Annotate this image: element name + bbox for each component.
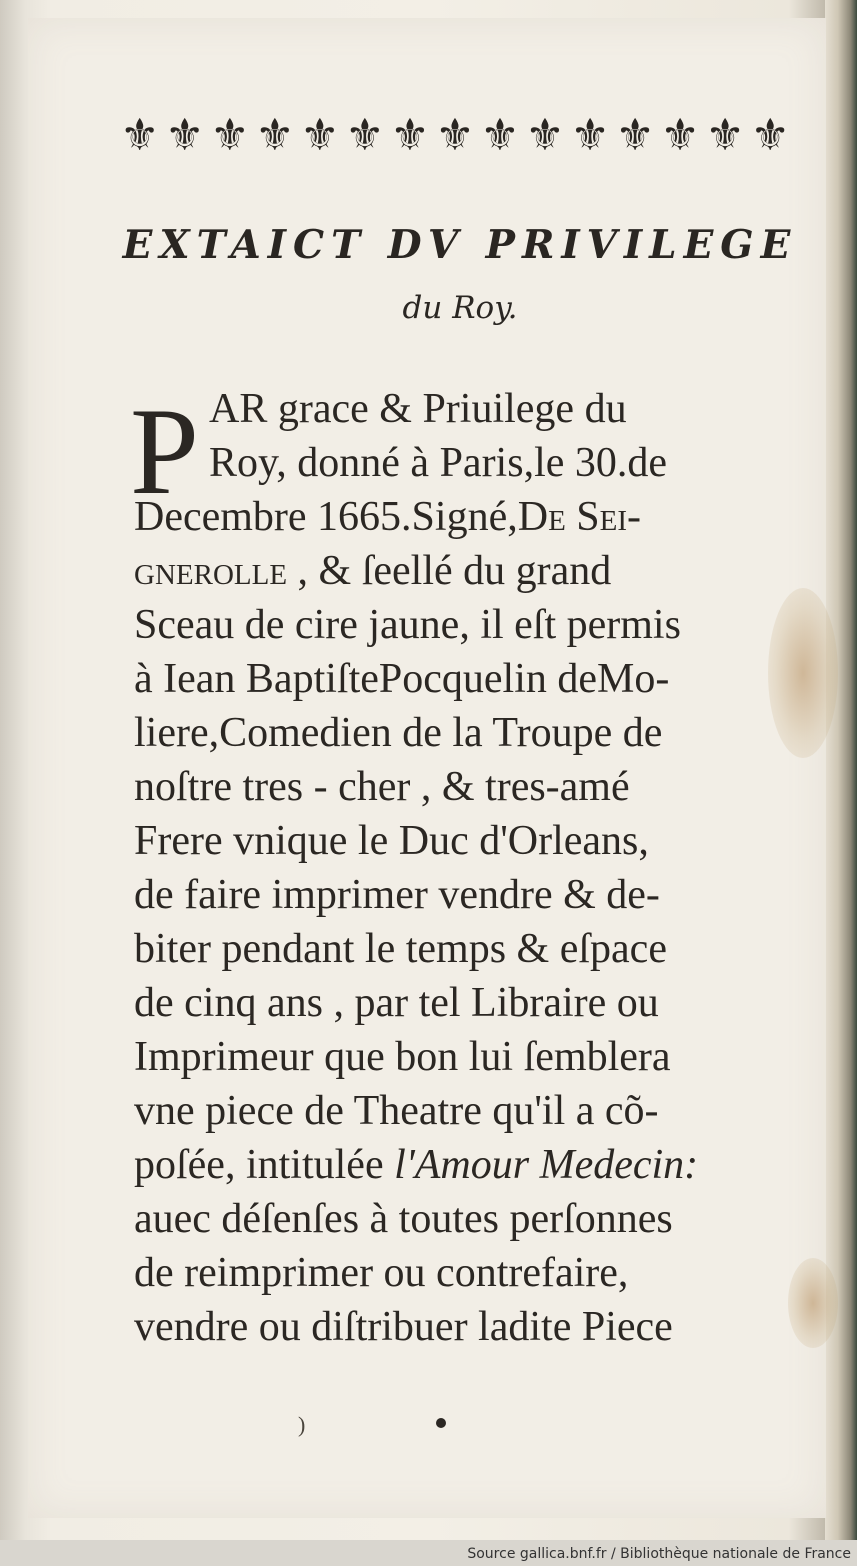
fleur-de-lis-icon: ⚜: [210, 110, 250, 161]
text-fragment: Imprimeur que bon lui ſemblera: [134, 1034, 671, 1080]
text-fragment: R: [239, 386, 268, 432]
text-line: [134, 1030, 824, 1084]
fleur-de-lis-icon: ⚜: [120, 110, 160, 161]
fleur-de-lis-icon: ⚜: [345, 110, 385, 161]
fleur-de-lis-icon: ⚜: [480, 110, 520, 161]
text-fragment: , & ſeellé du grand: [287, 548, 612, 594]
fleur-de-lis-icon: ⚜: [390, 110, 430, 161]
text-line: [134, 1246, 824, 1300]
text-line: [134, 382, 824, 436]
text-line: [134, 760, 824, 814]
text-fragment: l'Amour Medecin:: [394, 1142, 699, 1188]
text-line: [134, 436, 824, 490]
text-lines: [134, 382, 824, 1354]
text-fragment: De Sei-: [517, 494, 641, 540]
fleur-de-lis-icon: ⚜: [300, 110, 340, 161]
fleur-de-lis-icon: ⚜: [570, 110, 610, 161]
text-fragment: poſée, intitulée: [134, 1142, 395, 1188]
text-fragment: biter pendant le temps & eſpace: [134, 926, 667, 972]
privilege-text: [130, 382, 824, 1354]
text-fragment: auec déſenſes à toutes perſonnes: [134, 1196, 673, 1242]
text-line: [134, 706, 824, 760]
text-fragment: Sceau de cire jaune, il eſt permis: [134, 602, 681, 648]
fleur-de-lis-ornament-band: [120, 100, 790, 172]
text-fragment: grace & Priuilege du: [267, 386, 627, 432]
source-credit: Source gallica.bnf.fr / Bibliothèque nationale de France: [467, 1546, 851, 1562]
text-line: [134, 1084, 824, 1138]
drop-cap: P: [130, 383, 199, 520]
text-fragment: vne piece de Theatre qu'il a cõ-: [134, 1088, 659, 1134]
text-line: [134, 868, 824, 922]
fleur-de-lis-icon: ⚜: [255, 110, 295, 161]
fleur-de-lis-icon: ⚜: [525, 110, 565, 161]
fleur-de-lis-icon: ⚜: [615, 110, 655, 161]
fleur-de-lis-icon: ⚜: [435, 110, 475, 161]
text-fragment: gnerolle: [134, 548, 288, 594]
page-title: EXTAICT DV PRIVILEGE: [122, 222, 798, 268]
text-line: [134, 1192, 824, 1246]
text-fragment: de cinq ans , par tel Libraire ou: [134, 980, 659, 1026]
text-line: [134, 652, 824, 706]
page-subtitle: du Roy.: [402, 290, 518, 326]
text-fragment: A: [209, 386, 240, 432]
fleur-de-lis-icon: ⚜: [750, 110, 790, 161]
text-fragment: liere,Comedien de la Troupe de: [134, 710, 663, 756]
signature-dot: [436, 1418, 446, 1428]
text-fragment: à Iean BaptiſtePocquelin deMo-: [134, 656, 670, 702]
text-fragment: Decembre 1665.Signé,: [134, 494, 518, 540]
text-line: [134, 922, 824, 976]
text-line: [134, 598, 824, 652]
fleur-de-lis-icon: ⚜: [660, 110, 700, 161]
fleur-de-lis-icon: ⚜: [165, 110, 205, 161]
text-line: [134, 976, 824, 1030]
fleur-de-lis-icon: ⚜: [705, 110, 745, 161]
text-fragment: Frere vnique le Duc d'Orleans,: [134, 818, 649, 864]
text-line: [134, 490, 824, 544]
text-fragment: vendre ou diſtribuer ladite Piece: [134, 1304, 673, 1350]
text-line: [134, 544, 824, 598]
printer-mark: ): [298, 1412, 306, 1437]
text-line: [134, 814, 824, 868]
text-fragment: Roy, donné à Paris,le 30.de: [209, 440, 668, 486]
text-line: [134, 1138, 824, 1192]
text-fragment: de reimprimer ou contrefaire,: [134, 1250, 629, 1296]
text-fragment: noſtre tres - cher , & tres-amé: [134, 764, 630, 810]
text-line: [134, 1300, 824, 1354]
text-fragment: de faire imprimer vendre & de-: [134, 872, 660, 918]
